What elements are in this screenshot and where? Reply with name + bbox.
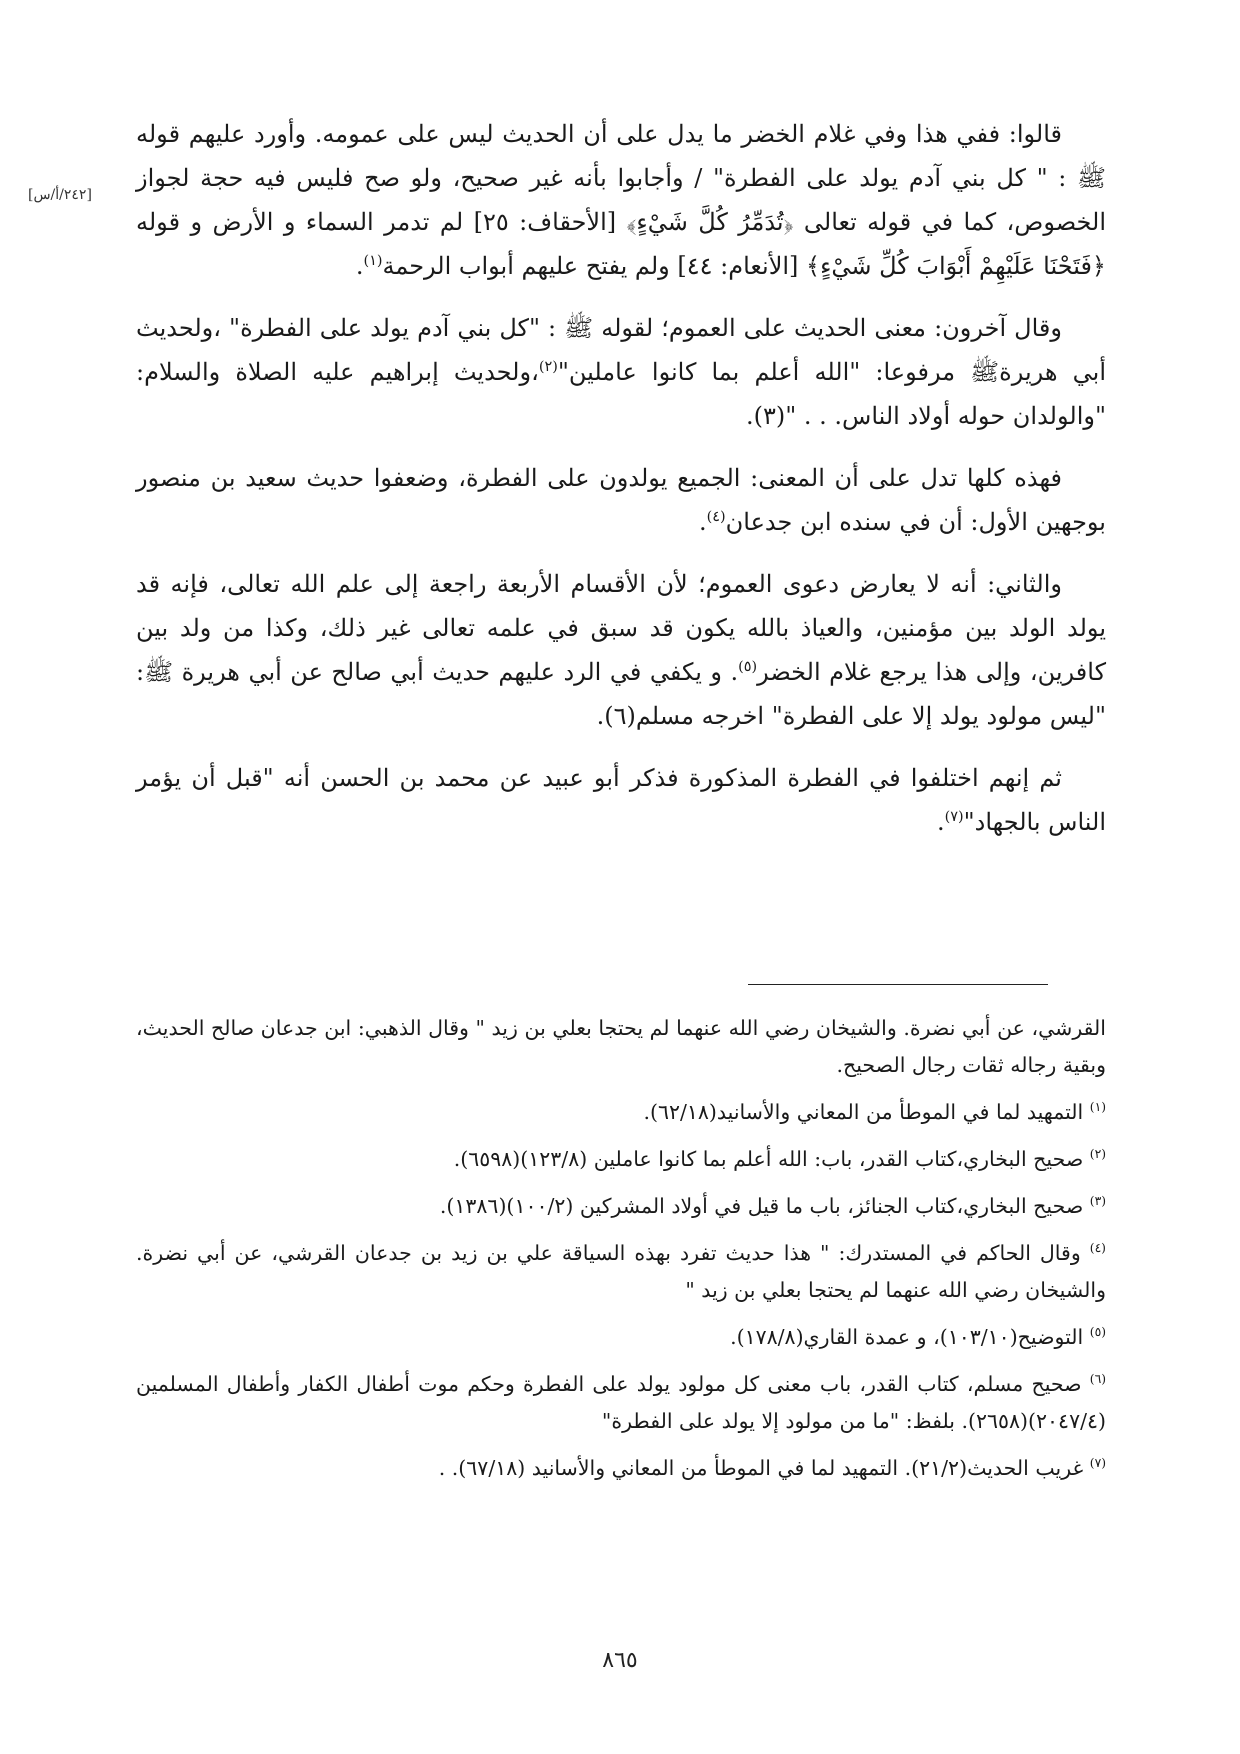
footnote: $^{(١)}$ التمهيد لما في الموطأ من المعاني والأسانيد(٦٢/١٨). (643, 1100, 1106, 1124)
paragraph: وقال آخرون: معنى الحديث على العموم؛ لقوله ﷺ : "كل بني آدم يولد على الفطرة" ،ولحديث أبي هريرةﷺ مرفوعا: "الله أعلم بما كانوا عاملين"$^{(٢)}$،ولحديث إبراهيم عليه الصلاة والسلام: "والولدان حوله أولاد الناس. . . "(٣). (136, 314, 1107, 430)
manuscript-folio-note: [٢٤٢/أ/س] (28, 187, 92, 203)
footnote: $^{(٤)}$ وقال الحاكم في المستدرك: " هذا حديث تفرد بهذه السياقة علي بن زيد بن جدعان القرشي، عن أبي نضرة. والشيخان رضي الله عنهما لم يحتجا بعلي بن زيد " (136, 1241, 1106, 1302)
footnote-marker: (١) (1089, 1100, 1106, 1115)
footnote-ref: (٢) (538, 359, 558, 375)
footnotes (136, 1010, 1106, 1497)
paragraph: فهذه كلها تدل على أن المعنى: الجميع يولدون على الفطرة، وضعفوا حديث سعيد بن منصور بوجهين الأول: أن في سنده ابن جدعان$^{(٤)}$. (136, 464, 1106, 536)
footnote-marker: (٧) (1089, 1456, 1106, 1471)
footnote: $^{(٥)}$ التوضيح(١٠٣/١٠)، و عمدة القاري(١٧٨/٨). (730, 1325, 1106, 1349)
main-text (136, 112, 1106, 862)
paragraph: قالوا: ففي هذا وفي غلام الخضر ما يدل على أن الحديث ليس على عمومه. وأورد عليهم قوله ﷺ : " كل بني آدم يولد على الفطرة" / وأجابوا بأنه غير صحيح، ولو صح فليس فيه حجة لجواز الخصوص، كما في قوله تعالى ﴿تُدَمِّرُ كُلَّ شَيْءٍ﴾ [الأحقاف: ٢٥] لم تدمر السماء و الأرض و قوله ﴿فَتَحْنَا عَلَيْهِمْ أَبْوَابَ كُلِّ شَيْءٍ﴾ [الأنعام: ٤٤] ولم يفتح عليهم أبواب الرحمة$^{(١)}$. (136, 120, 1107, 280)
footnote-ref: (٤) (706, 509, 726, 525)
footnote-marker: (٣) (1089, 1194, 1106, 1209)
footnote: $^{(٧)}$ غريب الحديث(٢١/٢). التمهيد لما في الموطأ من المعاني والأسانيد (٦٧/١٨). . (438, 1456, 1106, 1480)
footnote-marker: (٢) (1089, 1147, 1106, 1162)
page-number: ٨٦٥ (602, 1648, 638, 1673)
paragraph: ثم إنهم اختلفوا في الفطرة المذكورة فذكر أبو عبيد عن محمد بن الحسن أنه "قبل أن يؤمر الناس بالجهاد"$^{(٧)}$. (136, 764, 1106, 836)
footnote-continuation: القرشي، عن أبي نضرة. والشيخان رضي الله عنهما لم يحتجا بعلي بن زيد " وقال الذهبي: ابن جدعان صالح الحديث، وبقية رجاله ثقات رجال الصحيح. (136, 1016, 1106, 1077)
footnote: $^{(٢)}$ صحيح البخاري،كتاب القدر، باب: الله أعلم بما كانوا عاملين (١٢٣/٨)(٦٥٩٨). (453, 1147, 1106, 1171)
footnote-ref: (٥) (738, 659, 758, 675)
footnote: $^{(٦)}$ صحيح مسلم، كتاب القدر، باب معنى كل مولود يولد على الفطرة وحكم موت أطفال الكفار وأطفال المسلمين (٢٠٤٧/٤)(٢٦٥٨). بلفظ: "ما من مولود إلا يولد على الفطرة" (136, 1372, 1106, 1433)
footnote-ref: (١) (363, 253, 383, 269)
footnote-marker: (٥) (1089, 1325, 1106, 1340)
footnote-separator (748, 984, 1048, 985)
paragraph: والثاني: أنه لا يعارض دعوى العموم؛ لأن الأقسام الأربعة راجعة إلى علم الله تعالى، فإنه قد يولد الولد بين مؤمنين، والعياذ بالله يكون قد سبق في علمه تعالى غير ذلك، وكذا من ولد بين كافرين، وإلى هذا يرجع غلام الخضر$^{(٥)}$. و يكفي في الرد عليهم حديث أبي صالح عن أبي هريرة ﷺ: "ليس مولود يولد إلا على الفطرة" اخرجه مسلم(٦). (136, 570, 1107, 730)
footnote-ref: (٧) (944, 809, 964, 825)
footnote-marker: (٤) (1089, 1241, 1106, 1256)
footnote-marker: (٦) (1089, 1372, 1106, 1387)
footnote: $^{(٣)}$ صحيح البخاري،كتاب الجنائز، باب ما قيل في أولاد المشركين (١٠٠/٢)(١٣٨٦). (439, 1194, 1106, 1218)
